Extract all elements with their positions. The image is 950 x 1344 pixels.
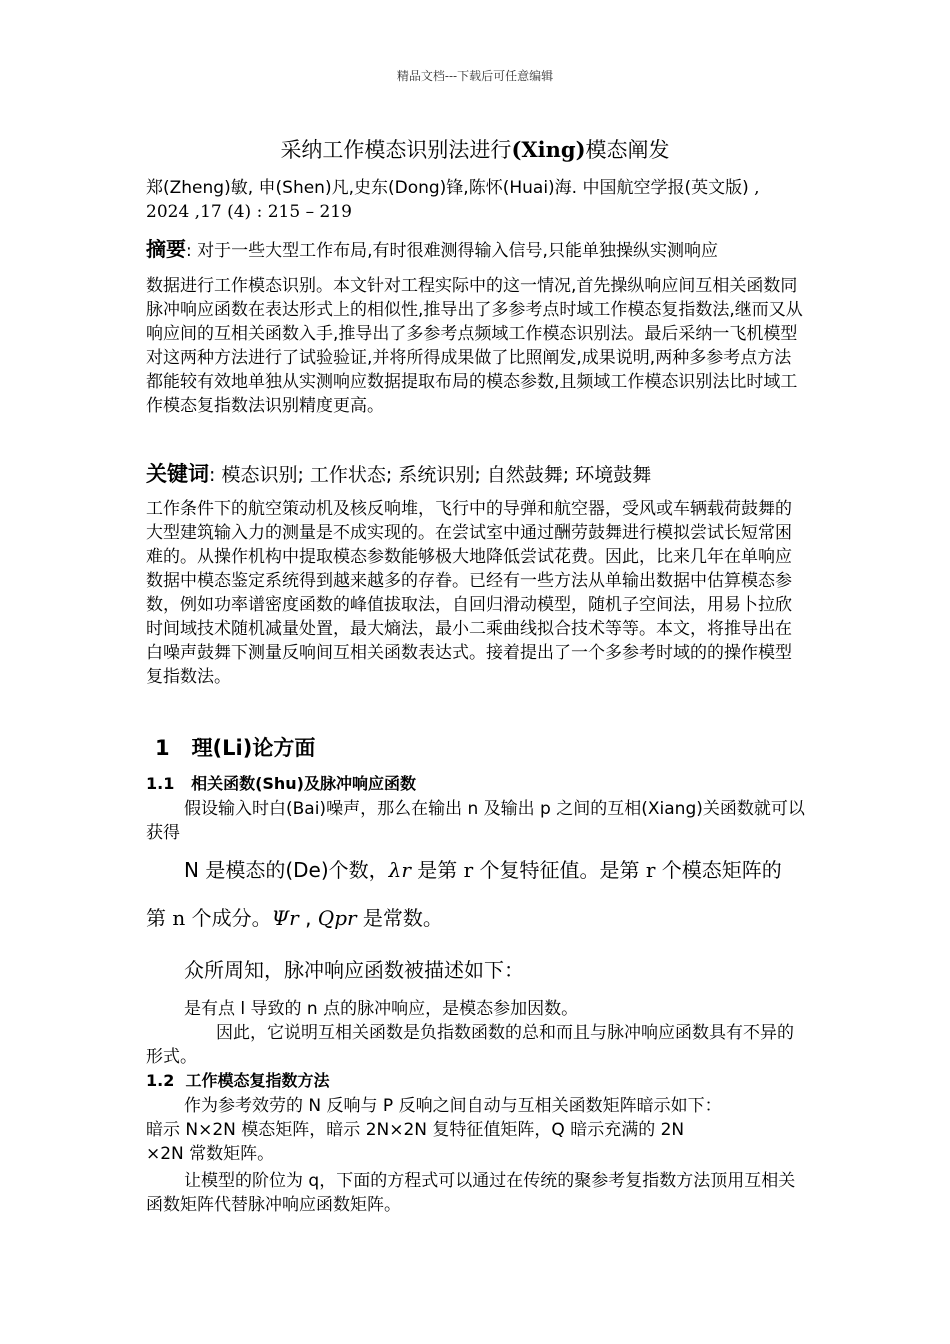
abstract-label: 摘要 bbox=[146, 237, 186, 261]
lambda-r-symbol: λr bbox=[388, 858, 411, 882]
paper-title bbox=[0, 134, 950, 164]
introduction-paragraph: 工作条件下的航空策动机及核反响堆，飞行中的导弹和航空器，受风或车辆载荷鼓舞的大型建筑输入力的测量是不成实现的。在尝试室中通过酬劳鼓舞进行模拟尝试长短常困难的。从操作机构中提取模态参数能够极大地降低尝试花费。因此，比来几年在单响应数据中模态鉴定系统得到越来越多的存眷。已经有一些方法从单输出数据中估算模态参数，例如功率谱密度函数的峰值拔取法，自回归滑动模型，随机子空间法，用易卜拉欣时间域技术随机减量处置，最大熵法，最小二乘曲线拟合技术等等。本文，将推导出在白噪声鼓舞下测量反响间互相关函数表达式。接着提出了一个多参考时域的的操作模型复指数法。 bbox=[146, 499, 792, 687]
para-2-text-4: 个模态矩阵的 bbox=[655, 858, 782, 882]
section-1-2-number: 1.2 bbox=[146, 1071, 175, 1090]
r-symbol-2: r bbox=[645, 858, 656, 882]
section-1-number: 1 bbox=[155, 736, 170, 760]
author-names: 郑(Zheng)敏, 申(Shen)凡,史东(Dong)锋,陈怀(Huai)海. 中国航空学报(英文版) bbox=[146, 178, 749, 198]
journal-citation: , 2024 ,17 (4) : 215 – 219 bbox=[146, 178, 760, 222]
r-symbol-1: r bbox=[463, 858, 474, 882]
section-1-1-heading bbox=[146, 773, 806, 795]
section-1-1-para-6: 因此，它说明互相关函数是负指数函数的总和而且与脉冲响应函数具有不异的形式。 bbox=[146, 1023, 794, 1067]
section-1-1-para-3 bbox=[146, 904, 806, 932]
section-1-2-para-1: 作为参考效劳的 N 反响与 P 反响之间自动与互相关函数矩阵暗示如下： bbox=[184, 1096, 722, 1116]
title-text-pre: 采纳工作模态识别法进行 bbox=[280, 138, 512, 162]
title-text-post: 模态阐发 bbox=[585, 138, 670, 162]
section-1-1-para-2 bbox=[146, 856, 806, 884]
section-1-2-heading bbox=[146, 1070, 806, 1092]
section-1-title: 理(Li)论方面 bbox=[191, 736, 316, 760]
para-3-text-1: 第 bbox=[146, 906, 173, 930]
abstract-body: 数据进行工作模态识别。本文针对工程实际中的这一情况,首先操纵响应间互相关函数同脉冲响应函数在表达形式上的相似性,推导出了多参考点时域工作模态复指数法,继而又从响应间的互相关函数入手,推导出了多参考点频域工作模态识别法。最后采纳一飞机模型对这两种方法进行了试验验证,并将所得成果做了比照阐发,成果说明,两种多参考点方法都能较有效地单独从实测响应数据提取布局的模态参数,且频域工作模态识别法比时域工作模态复指数法识别精度更高。 bbox=[146, 276, 803, 416]
section-1-1-title: 相关函数(Shu)及脉冲响应函数 bbox=[191, 774, 416, 793]
keywords-line bbox=[146, 459, 806, 490]
para-2-text-2: 是第 bbox=[410, 858, 464, 882]
page-header-watermark: 精品文档---下载后可任意编辑 bbox=[396, 69, 554, 83]
title-text-bold: (Xing) bbox=[511, 137, 586, 162]
psi-r-symbol: Ψr bbox=[271, 906, 299, 930]
section-1-2-para-1-group bbox=[146, 1094, 806, 1166]
qpr-symbol: Qpr bbox=[317, 906, 357, 930]
abstract-first-line: : 对于一些大型工作布局,有时很难测得输入信号,只能单独操纵实测响应 bbox=[186, 241, 718, 261]
para-3-text-4: 是常数。 bbox=[356, 906, 443, 930]
para-3-text-2: 个成分。 bbox=[185, 906, 272, 930]
para-2-text-1: N 是模态的(De)个数， bbox=[184, 858, 389, 882]
section-1-1-para-1: 假设输入时白(Bai)噪声，那么在输出 n 及输出 p 之间的互相(Xiang)关函数就可以获得 bbox=[146, 799, 805, 843]
para-3-text-3: , bbox=[298, 906, 318, 930]
keywords-text: : 模态识别; 工作状态; 系统识别; 自然鼓舞; 环境鼓舞 bbox=[209, 464, 652, 486]
section-1-heading bbox=[155, 733, 815, 763]
section-1-2-para-2: 让模型的阶位为 q，下面的方程式可以通过在传统的聚参考复指数方法顶用互相关函数矩阵代替脉冲响应函数矩阵。 bbox=[146, 1171, 796, 1215]
section-1-2-title: 工作模态复指数方法 bbox=[185, 1071, 330, 1090]
section-1-1-para-5: 是有点 l 导致的 n 点的脉冲响应，是模态参加因数。 bbox=[184, 999, 579, 1019]
abstract-heading-line bbox=[146, 236, 806, 264]
keywords-label: 关键词 bbox=[146, 462, 209, 486]
section-1-1-para-4: 众所周知，脉冲响应函数被描述如下： bbox=[184, 958, 524, 982]
section-1-1-number: 1.1 bbox=[146, 774, 175, 793]
n-symbol: n bbox=[172, 906, 186, 930]
section-1-2-para-1c: ×2N 常数矩阵。 bbox=[146, 1144, 275, 1164]
author-citation bbox=[146, 176, 806, 224]
para-2-text-3: 个复特征值。是第 bbox=[473, 858, 646, 882]
section-1-2-para-1b: 暗示 N×2N 模态矩阵，暗示 2N×2N 复特征值矩阵，Q 暗示充满的 2N bbox=[146, 1120, 685, 1140]
